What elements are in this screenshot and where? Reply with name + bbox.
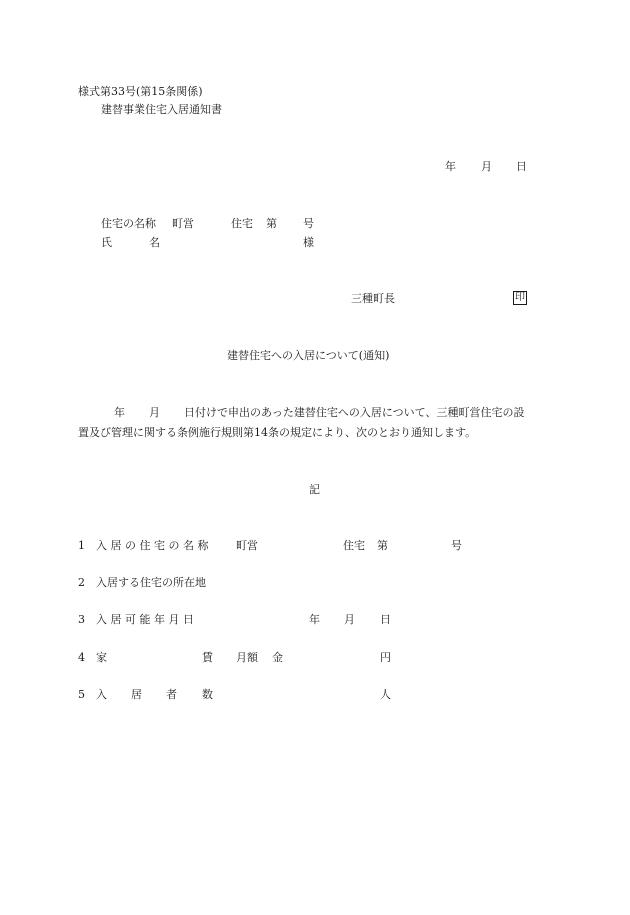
name-label-1: 氏 bbox=[101, 236, 112, 249]
date-day: 日 bbox=[516, 160, 527, 173]
item-day: 日 bbox=[380, 613, 391, 626]
item-label-d: 数 bbox=[202, 688, 213, 701]
dai-label: 第 bbox=[377, 539, 388, 552]
name-label-2: 名 bbox=[149, 236, 160, 249]
item-label: 入 居 の 住 宅 の 名 称 bbox=[96, 539, 209, 552]
item-number: 2 bbox=[78, 576, 85, 589]
town-owned-label: 町営 bbox=[172, 217, 194, 230]
subject: 建替住宅への入居について(通知) bbox=[227, 349, 390, 362]
item-label: 入居する住宅の所在地 bbox=[96, 576, 206, 589]
item-number: 1 bbox=[78, 539, 85, 552]
town-owned-label: 町営 bbox=[236, 539, 258, 552]
ki-heading: 記 bbox=[309, 483, 320, 496]
item-label-a: 家 bbox=[96, 651, 107, 664]
body-month: 月 bbox=[149, 406, 160, 419]
honorific: 様 bbox=[303, 236, 314, 249]
item-label-b: 居 bbox=[131, 688, 142, 701]
body-year: 年 bbox=[114, 406, 125, 419]
item-month: 月 bbox=[344, 613, 355, 626]
item-label: 入 居 可 能 年 月 日 bbox=[96, 613, 194, 626]
item-number: 5 bbox=[78, 688, 85, 701]
yen-label: 円 bbox=[380, 651, 391, 664]
dai-label: 第 bbox=[266, 217, 277, 230]
housing-name-label: 住宅の名称 bbox=[101, 217, 156, 230]
sender-title: 三種町長 bbox=[351, 292, 395, 305]
body-line2: 置及び管理に関する条例施行規則第14条の規定により、次のとおり通知します。 bbox=[78, 426, 477, 439]
seal-mark: 印 bbox=[515, 292, 525, 303]
date-year: 年 bbox=[445, 160, 456, 173]
go-label: 号 bbox=[451, 539, 462, 552]
item-label-b: 賃 bbox=[202, 651, 213, 664]
item-label-a: 入 bbox=[96, 688, 107, 701]
form-number: 様式第33号(第15条関係) bbox=[78, 85, 203, 98]
item-label-c: 者 bbox=[166, 688, 177, 701]
item-number: 3 bbox=[78, 613, 85, 626]
go-label: 号 bbox=[303, 217, 314, 230]
monthly-label: 月額 bbox=[236, 651, 258, 664]
body-line1: 日付けで申出のあった建替住宅への入居について、三種町営住宅の設 bbox=[184, 406, 525, 419]
kin-label: 金 bbox=[272, 651, 283, 664]
housing-label: 住宅 bbox=[343, 539, 365, 552]
item-number: 4 bbox=[78, 651, 85, 664]
date-month: 月 bbox=[481, 160, 492, 173]
unit-label: 人 bbox=[380, 688, 391, 701]
housing-label: 住宅 bbox=[231, 217, 253, 230]
item-year: 年 bbox=[309, 613, 320, 626]
form-title: 建替事業住宅入居通知書 bbox=[101, 103, 222, 116]
